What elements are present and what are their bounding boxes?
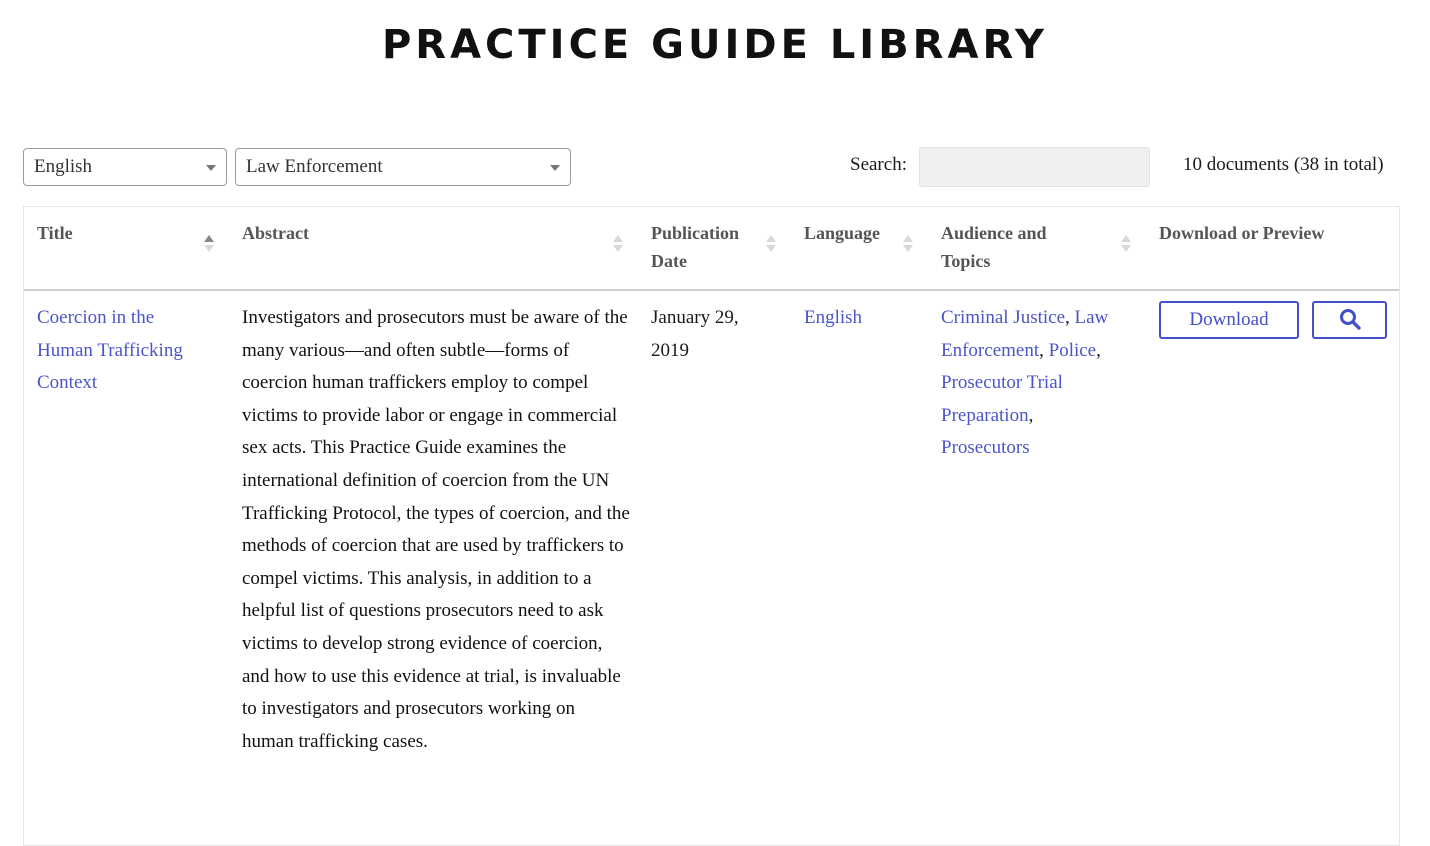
- column-header-language[interactable]: Language: [804, 223, 881, 243]
- column-header-audience-topics[interactable]: Audience and Topics: [941, 223, 1047, 271]
- language-filter-select[interactable]: [23, 148, 227, 186]
- sort-ascending-icon[interactable]: [204, 235, 214, 255]
- download-button[interactable]: Download: [1159, 301, 1299, 339]
- column-header-download: Download or Preview: [1159, 223, 1325, 243]
- topic-link[interactable]: Prosecutors: [941, 437, 1030, 459]
- sort-icon[interactable]: [613, 235, 623, 255]
- column-header-abstract[interactable]: Abstract: [242, 223, 309, 243]
- documents-table: [23, 206, 1400, 846]
- sort-icon[interactable]: [766, 235, 776, 255]
- chevron-down-icon: [206, 165, 216, 171]
- row-topics-cell: Criminal Justice, Law Enforcement, Police, Prosecutor Trial Preparation, Prosecutors: [941, 307, 1109, 459]
- language-link[interactable]: English: [804, 307, 863, 328]
- audience-filter-value: Law Enforcement: [246, 156, 383, 177]
- preview-button[interactable]: [1312, 301, 1387, 339]
- chevron-down-icon: [550, 165, 560, 171]
- row-publication-date: January 29, 2019: [651, 307, 739, 361]
- row-title-cell: [37, 302, 212, 400]
- topic-link[interactable]: Law Enforcement: [941, 307, 1109, 361]
- sort-icon[interactable]: [1121, 235, 1131, 255]
- search-icon: [1338, 307, 1362, 331]
- row-language-cell: [804, 302, 914, 335]
- topic-link[interactable]: Criminal Justice: [941, 307, 1066, 328]
- document-count: 10 documents (38 in total): [1183, 154, 1384, 175]
- sort-icon[interactable]: [903, 235, 913, 255]
- audience-filter-select[interactable]: [235, 148, 571, 186]
- topic-link[interactable]: Police: [1048, 339, 1097, 361]
- document-title-link[interactable]: Coercion in the Human Trafficking Context: [37, 307, 183, 394]
- language-filter-value: English: [34, 156, 93, 177]
- row-abstract-cell: Investigators and prosecutors must be aware of the many various—and often subtle—forms of coercion human traffickers employ to compel victims to provide labor or engage in commercial sex acts. This Practice Guide examines the international definition of coercion from the UN Trafficking Protocol, the types of coercion, and the methods of coercion that are used by traffickers to compel victims. This analysis, in addition to a helpful list of questions prosecutors need to ask victims to develop strong evidence of coercion, and how to use this evidence at trial, is invaluable to investigators and prosecutors working on human trafficking cases.: [242, 307, 630, 752]
- search-label: Search:: [850, 154, 907, 175]
- column-header-title[interactable]: Title: [37, 223, 73, 243]
- table-header: [24, 207, 1399, 291]
- topic-link[interactable]: Prosecutor Trial Preparation: [941, 372, 1063, 426]
- page-title: PRACTICE GUIDE LIBRARY: [381, 22, 1049, 68]
- column-header-publication-date[interactable]: Publication Date: [651, 223, 740, 271]
- search-input[interactable]: [919, 147, 1150, 187]
